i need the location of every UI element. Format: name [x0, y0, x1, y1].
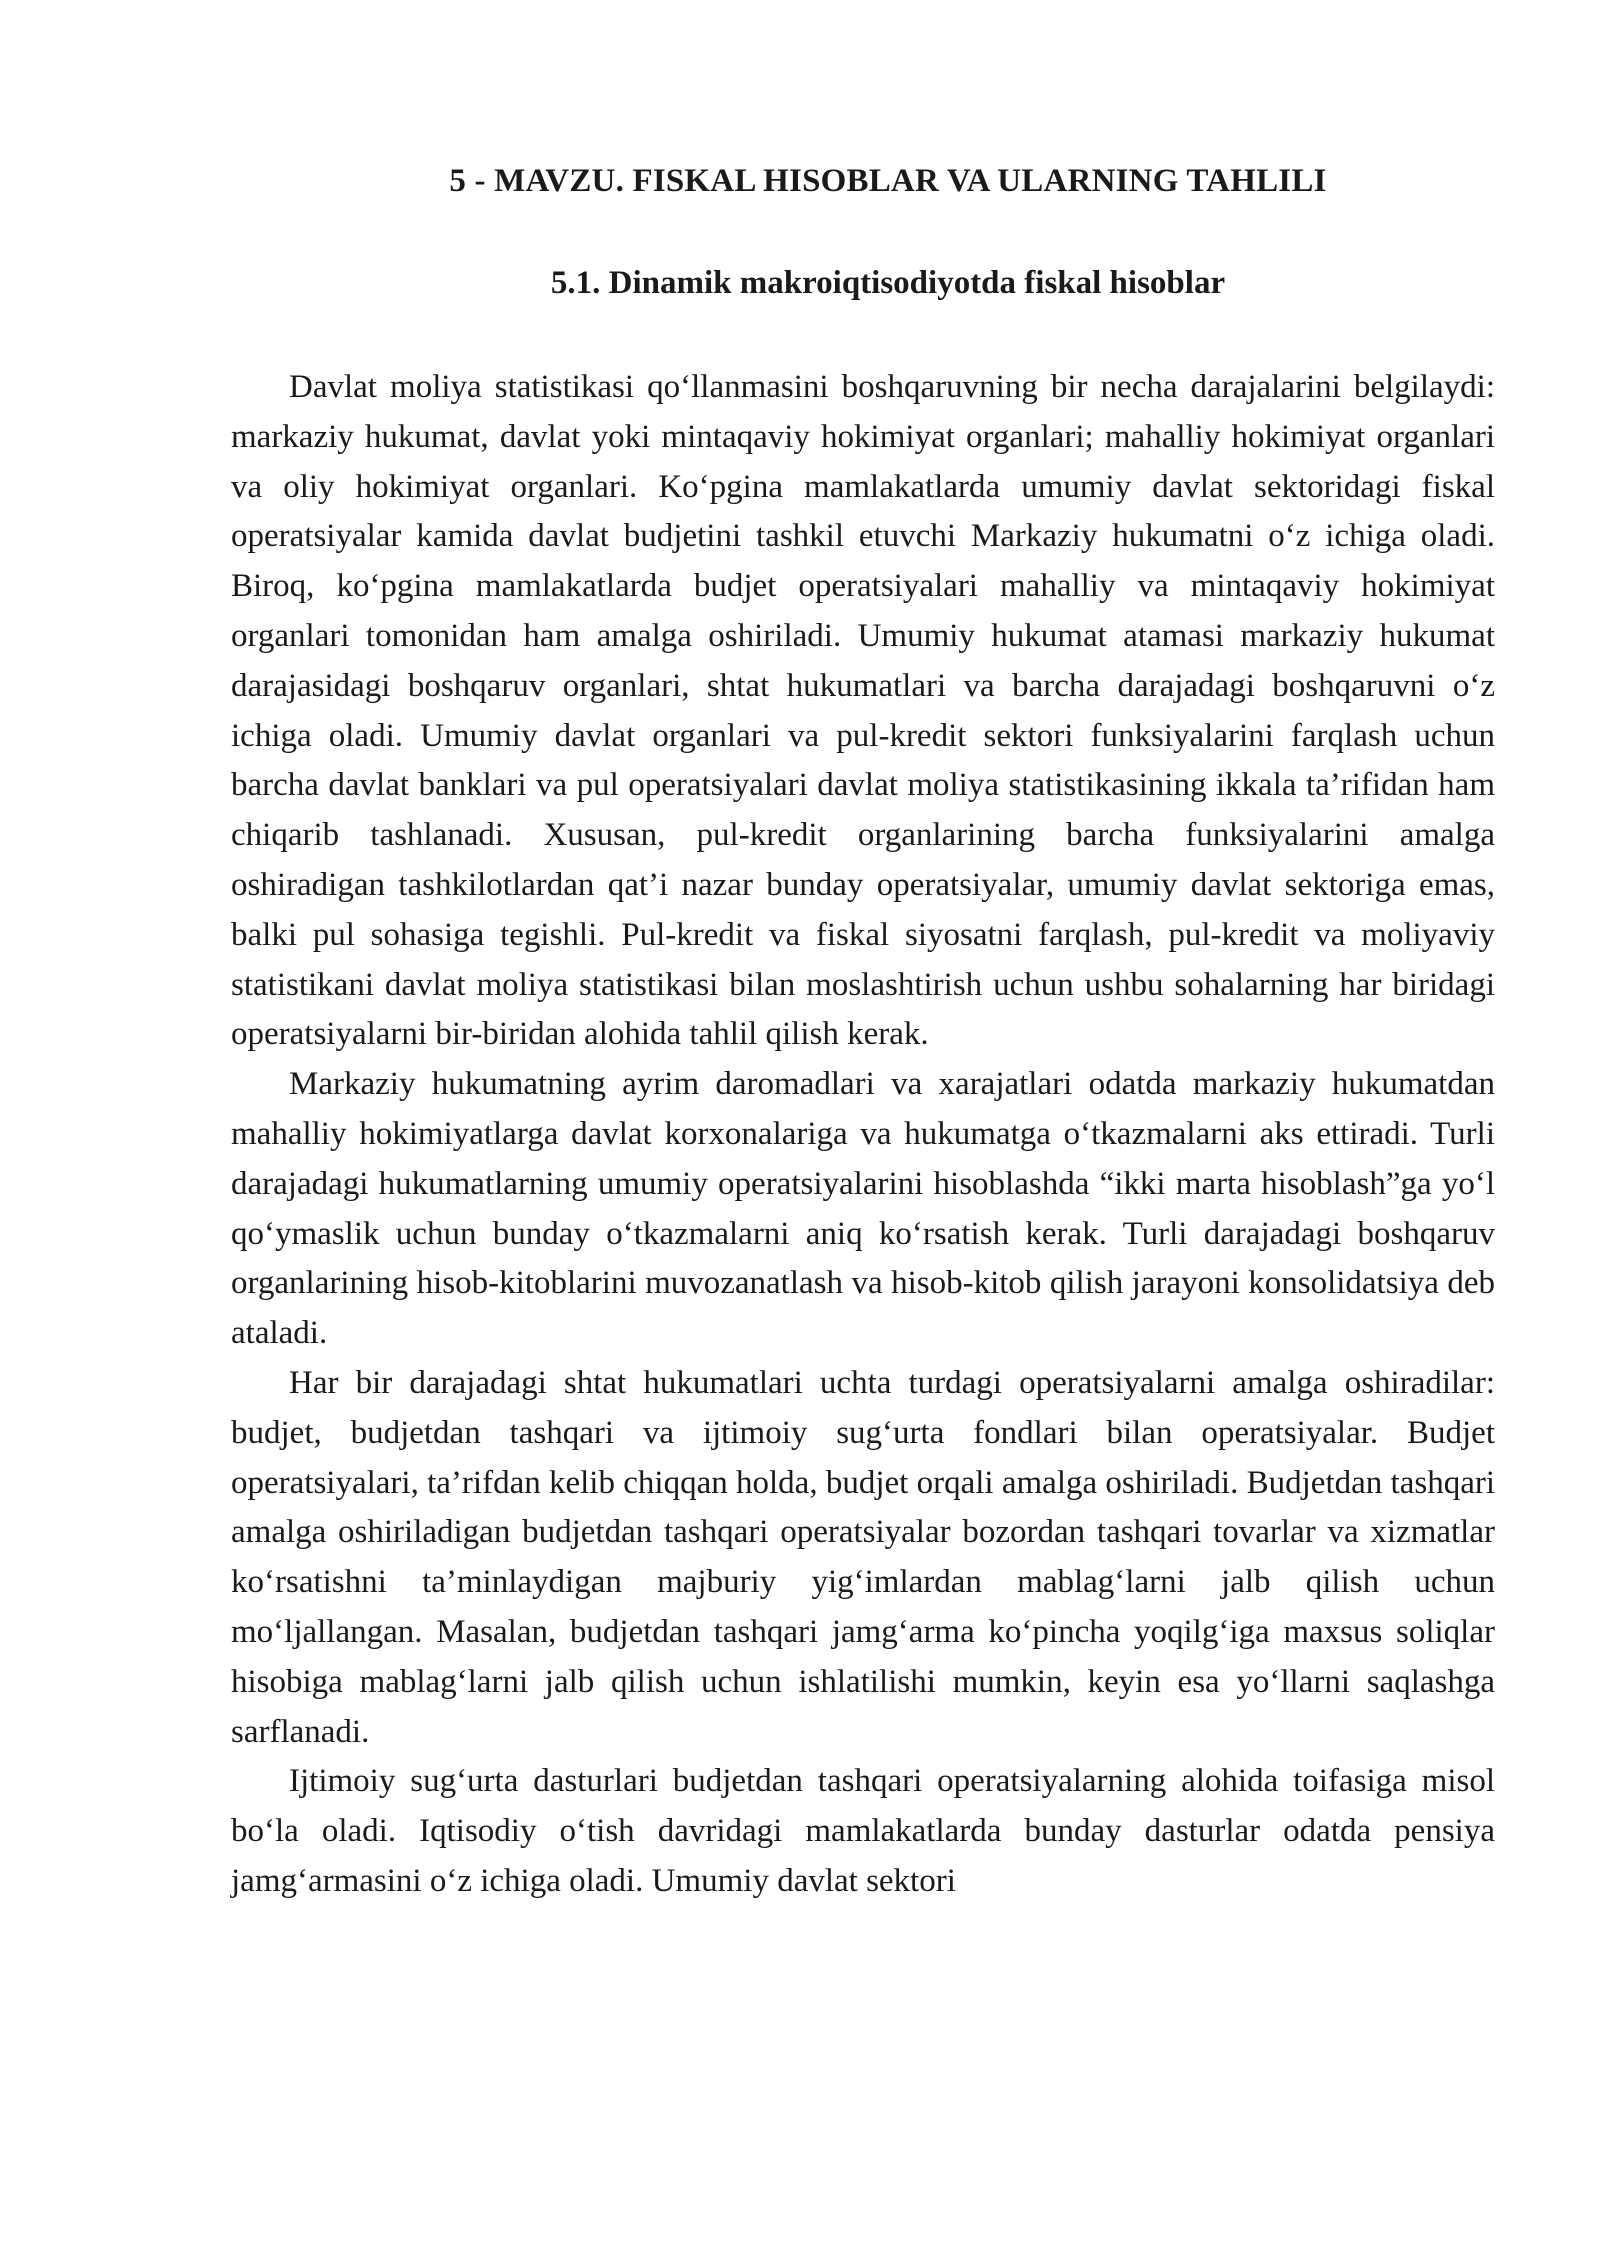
section-heading: 5.1. Dinamik makroiqtisodiyotda fiskal hisoblar — [550, 265, 1226, 301]
page-title: 5 - MAVZU. FISKAL HISOBLAR VA ULARNING TAHLILI — [449, 163, 1327, 199]
paragraph: Har bir darajadagi shtat hukumatlari uchta turdagi operatsiyalarni amalga oshiradilar: budjet, budjetdan tashqari va ijtimoiy sug‘urta fondlari bilan operatsiyalar. Budjet operatsiyalari, ta’rifdan kelib chiqqan holda, budjet orqali amalga oshiriladi. Budjetdan tashqari amalga oshiriladigan budjetdan tashqari operatsiyalar bozordan tashqari tovarlar va xizmatlar ko‘rsatishni ta’minlaydigan majburiy yig‘imlardan mablag‘larni jalb qilish uchun mo‘ljallangan. Masalan, budjetdan tashqari jamg‘arma ko‘pincha yoqilg‘iga maxsus soliqlar hisobiga mablag‘larni jalb qilish uchun ishlatilishi mumkin, keyin esa yo‘llarni saqlashga sarflanadi. — [231, 1364, 1495, 1750]
paragraph: Markaziy hukumatning ayrim daromadlari va xarajatlari odatda markaziy hukumatdan mahalliy hokimiyatlarga davlat korxonalariga va hukumatga o‘tkazmalarni aks ettiradi. Turli darajadagi hukumatlarning umumiy operatsiyalarini hisoblashda “ikki marta hisoblash”ga yo‘l qo‘ymaslik uchun bunday o‘tkazmalarni aniq ko‘rsatish kerak. Turli darajadagi boshqaruv organlarining hisob-kitoblarini muvozanatlash va hisob-kitob qilish jarayoni konsolidatsiya deb ataladi. — [231, 1066, 1495, 1352]
paragraph: Davlat moliya statistikasi qo‘llanmasini boshqaruvning bir necha darajalarini belgilaydi: markaziy hukumat, davlat yoki mintaqaviy hokimiyat organlari; mahalliy hokimiyat organlari va oliy hokimiyat organlari. Ko‘pgina mamlakatlarda umumiy davlat sektoridagi fiskal operatsiyalar kamida davlat budjetini tashkil etuvchi Markaziy hukumatni o‘z ichiga oladi. Biroq, ko‘pgina mamlakatlarda budjet operatsiyalari mahalliy va mintaqaviy hokimiyat organlari tomonidan ham amalga oshiriladi. Umumiy hukumat atamasi markaziy hukumat darajasidagi boshqaruv organlari, shtat hukumatlari va barcha darajadagi boshqaruvni o‘z ichiga oladi. Umumiy davlat organlari va pul-kredit sektori funksiyalarini farqlash uchun barcha davlat banklari va pul operatsiyalari davlat moliya statistikasining ikkala ta’rifidan ham chiqarib tashlanadi. Xususan, pul-kredit organlarining barcha funksiyalarini amalga oshiradigan tashkilotlardan qat’i nazar bunday operatsiyalar, umumiy davlat sektoriga emas, balki pul sohasiga tegishli. Pul-kredit va fiskal siyosatni farqlash, pul-kredit va moliyaviy statistikani davlat moliya statistikasi bilan moslashtirish uchun ushbu sohalarning har biridagi operatsiyalarni bir-biridan alohida tahlil qilish kerak. — [231, 369, 1495, 1053]
body-text — [231, 363, 1495, 1907]
paragraph: Ijtimoiy sug‘urta dasturlari budjetdan tashqari operatsiyalarning alohida toifasiga misol bo‘la oladi. Iqtisodiy o‘tish davridagi mamlakatlarda bunday dasturlar odatda pensiya jamg‘armasini o‘z ichiga oladi. Umumiy davlat sektori — [231, 1763, 1495, 1899]
